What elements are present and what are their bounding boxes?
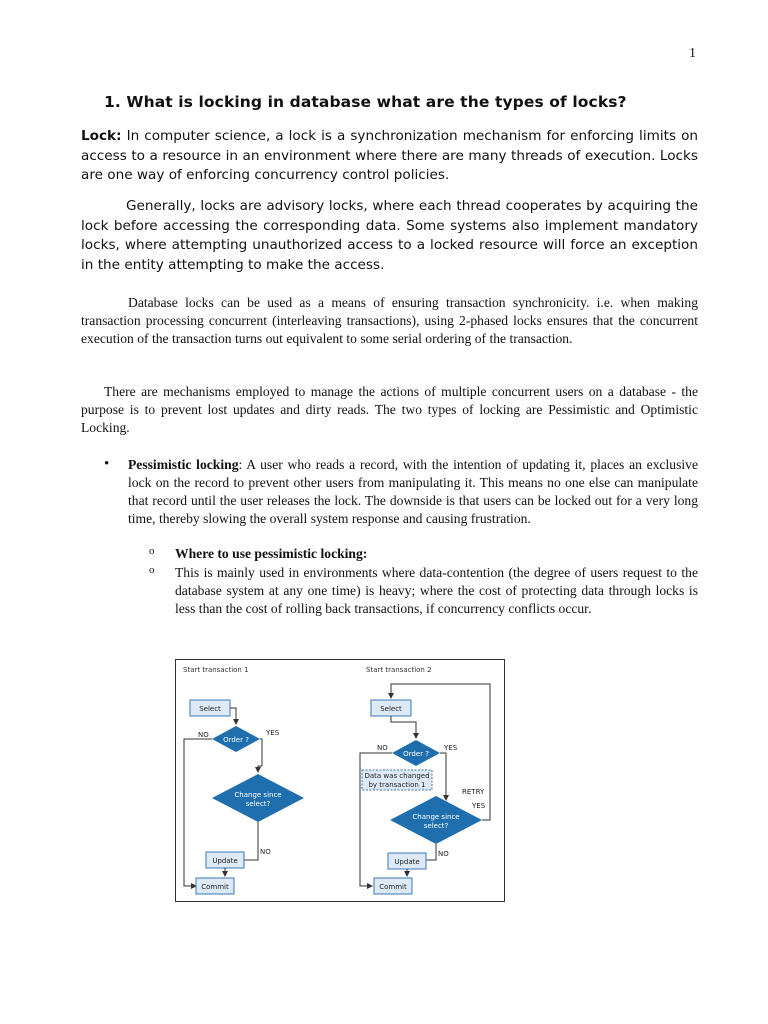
- sub-item: [149, 564, 698, 618]
- right-commit-box: [374, 878, 412, 894]
- bullet-text: [128, 456, 698, 528]
- right-select-box: [371, 700, 411, 716]
- right-no1-label: NO: [377, 744, 388, 752]
- left-change-label-line1: Change since: [234, 791, 282, 799]
- right-order-decision: [392, 740, 440, 766]
- left-order-label: Order ?: [223, 736, 249, 744]
- left-title: Start transaction 1: [183, 666, 249, 674]
- sub-item-marker: o: [149, 545, 155, 557]
- page-number: 1: [689, 46, 696, 61]
- right-order-label: Order ?: [403, 750, 429, 758]
- right-note-line2: by transaction 1: [368, 781, 426, 789]
- where-to-use-heading: Where to use pessimistic locking:: [175, 546, 368, 561]
- lock-term: Lock:: [81, 128, 122, 144]
- pessimistic-locking-bullet: [104, 456, 698, 528]
- pessimistic-locking-description: : A user who reads a record, with the intention of updating it, places an exclusive lock on the record to prevent other users from manipulating it. This means no one else can manipulate that record until the user releases the lock. The downside is that users can be locked out for a very long time, thereby slowing the overall system response and causing frustration.: [128, 457, 698, 526]
- right-note-line1: Data was changed: [364, 772, 430, 780]
- sub-item-marker: o: [149, 564, 155, 576]
- right-change-label-line1: Change since: [412, 813, 460, 821]
- left-no2-label: NO: [260, 848, 271, 856]
- left-select-label: Select: [199, 705, 221, 713]
- left-commit-label: Commit: [201, 883, 229, 891]
- database-locks-paragraph: Database locks can be used as a means of ensuring transaction synchronicity. i.e. when making transaction processing concurrent (interleaving transactions), using 2-phased locks ensures that the concurrent execution of the transaction turns out equivalent to some serial ordering of the transaction.: [81, 295, 698, 346]
- left-update-box: [206, 852, 244, 868]
- lock-definition-text: In computer science, a lock is a synchronization mechanism for enforcing limits on access to a resource in an environment where there are many threads of execution. Locks are one way of enforcing concurrency control policies.: [81, 128, 698, 184]
- where-to-use-text: This is mainly used in environments where data-contention (the degree of users request to the database system at any one time) is heavy; where the cost of protecting data through locks is less than the cost of rolling back transactions, if concurrency conflicts occur.: [175, 565, 698, 616]
- right-retry-label: RETRY: [462, 788, 485, 796]
- right-data-changed-note: [362, 770, 432, 790]
- left-update-label: Update: [212, 857, 238, 865]
- right-update-box: [388, 853, 426, 869]
- right-commit-label: Commit: [379, 883, 407, 891]
- right-update-label: Update: [394, 858, 420, 866]
- bullet-marker: •: [104, 456, 110, 472]
- right-change-label-line2: select?: [423, 822, 449, 830]
- left-change-label-line2: select?: [245, 800, 271, 808]
- left-change-decision: [212, 774, 304, 822]
- right-select-label: Select: [380, 705, 402, 713]
- pessimistic-locking-flowchart: [175, 659, 505, 902]
- right-yes2-label: YES: [472, 802, 486, 810]
- left-order-decision: [212, 726, 260, 752]
- question-heading: 1. What is locking in database what are the types of locks?: [104, 93, 627, 111]
- advisory-locks-paragraph: Generally, locks are advisory locks, where each thread cooperates by acquiring the lock before accessing the corresponding data. Some systems also implement mandatory locks, where attempting unauthorized access to a locked resource will force an exception in the entity attempting to make the access.: [81, 198, 698, 273]
- right-title: Start transaction 2: [366, 666, 432, 674]
- left-commit-box: [196, 878, 234, 894]
- left-yes1-label: YES: [266, 729, 280, 737]
- pessimistic-locking-term: Pessimistic locking: [128, 457, 239, 472]
- left-select-box: [190, 700, 230, 716]
- right-change-decision: [390, 796, 482, 844]
- right-no2-label: NO: [438, 850, 449, 858]
- right-yes1-label: YES: [444, 744, 458, 752]
- mechanisms-paragraph: There are mechanisms employed to manage the actions of multiple concurrent users on a database - the purpose is to prevent lost updates and dirty reads. The two types of locking are Pessimistic and Optimistic Locking.: [81, 384, 698, 435]
- lock-definition-paragraph: [81, 127, 698, 186]
- left-no1-label: NO: [198, 731, 209, 739]
- sub-item: [149, 545, 698, 563]
